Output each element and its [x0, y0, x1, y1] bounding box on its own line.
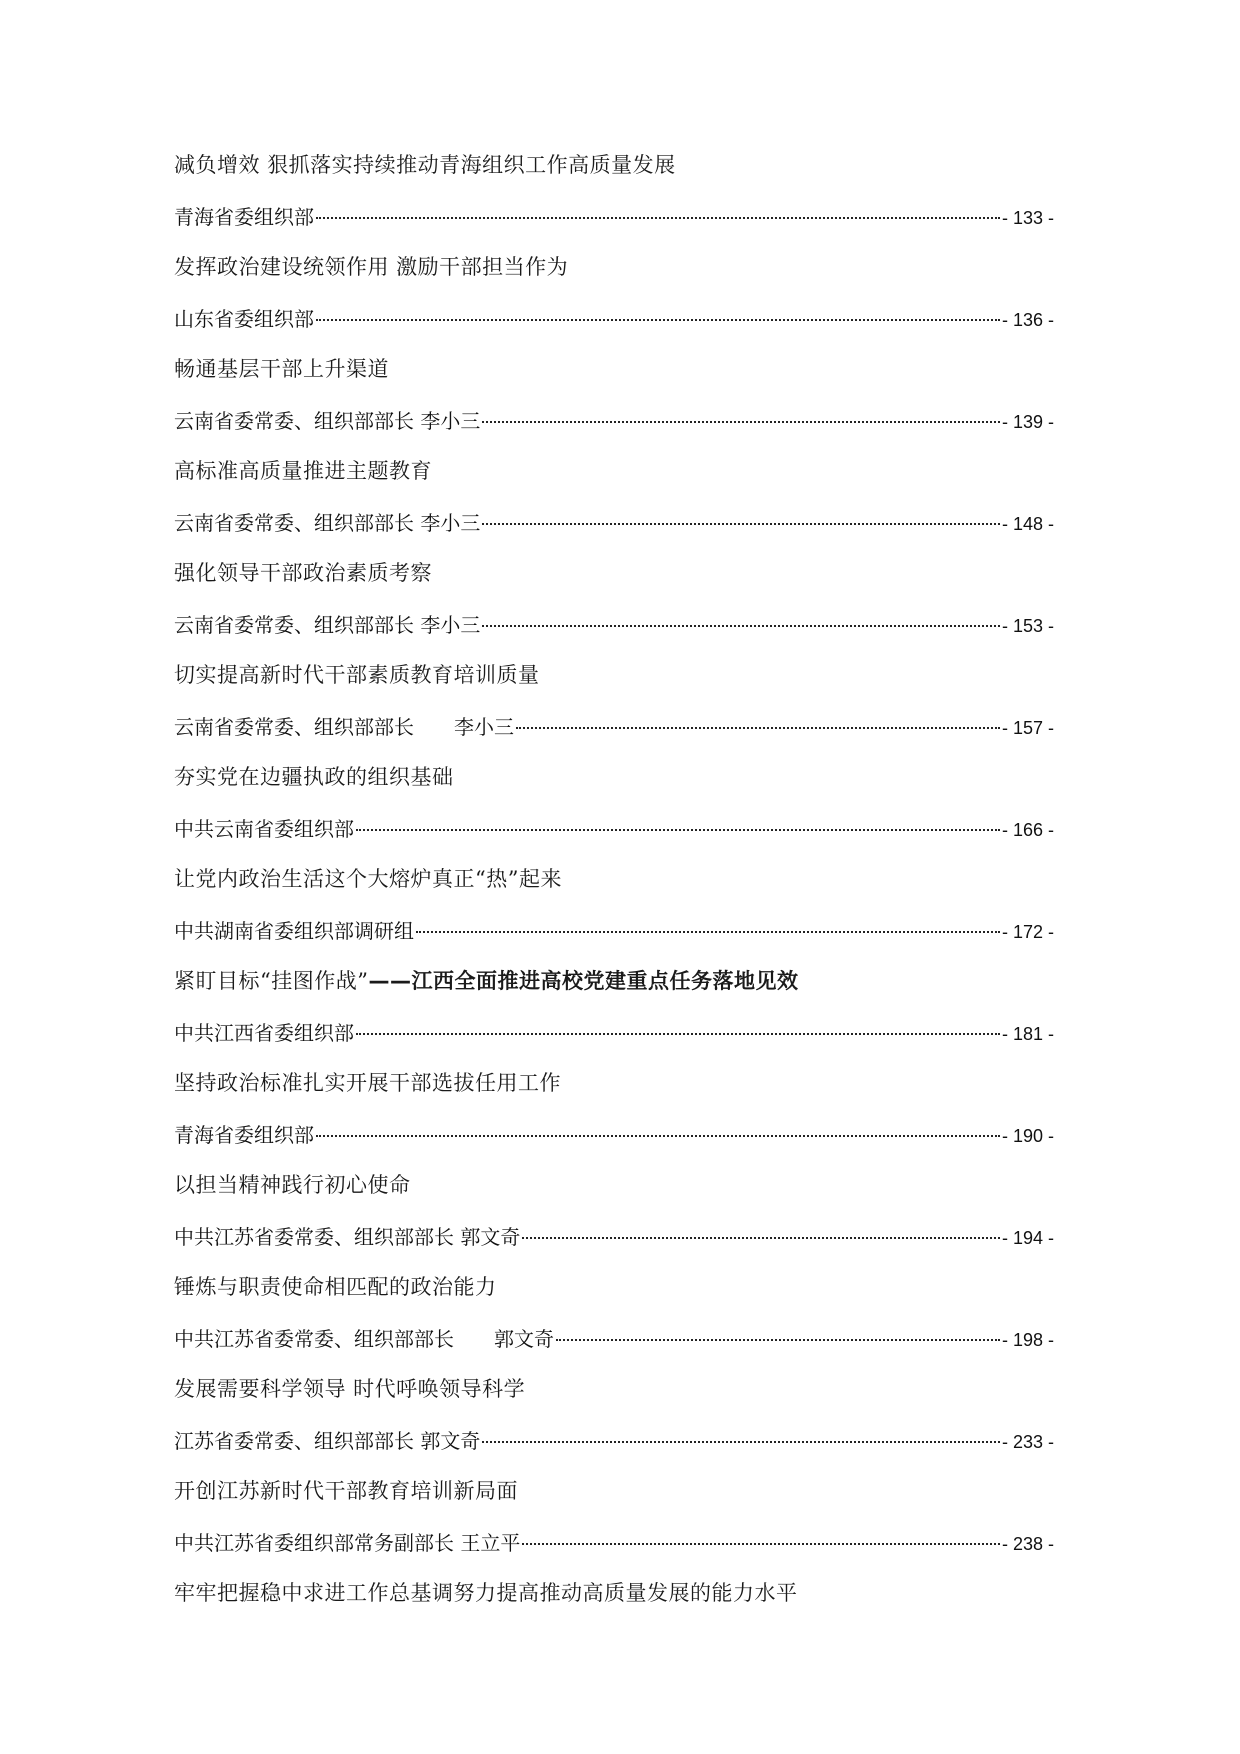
- toc-entry-author: 云南省委常委、组织部部长 李小三: [174, 511, 481, 535]
- toc-entry-title-row: [174, 964, 1054, 1016]
- toc-entry-title: 牢牢把握稳中求进工作总基调努力提高推动高质量发展的能力水平: [174, 1581, 798, 1605]
- dot-leader: [522, 1543, 1000, 1545]
- toc-entry: [174, 658, 1054, 760]
- dot-leader: [356, 829, 1000, 831]
- toc-entry-title: 切实提高新时代干部素质教育培训质量: [174, 663, 540, 687]
- toc-entry-title: 锤炼与职责使命相匹配的政治能力: [174, 1275, 497, 1299]
- toc-entry-author: 云南省委常委、组织部部长 李小三: [174, 715, 514, 739]
- toc-entry-title: 减负增效 狠抓落实持续推动青海组织工作高质量发展: [174, 153, 676, 177]
- dot-leader: [356, 1033, 1000, 1035]
- toc-entry-author: 江苏省委常委、组织部部长 郭文奇: [174, 1429, 481, 1453]
- toc-entry-line: [174, 1424, 1054, 1474]
- dot-leader: [482, 421, 1000, 423]
- toc-entry-title: 畅通基层干部上升渠道: [174, 357, 389, 381]
- toc-entry-author: 中共云南省委组织部: [174, 817, 354, 841]
- toc-entry: [174, 454, 1054, 556]
- toc-entry: [174, 862, 1054, 964]
- toc-entry-line: [174, 812, 1054, 862]
- toc-entry: [174, 1474, 1054, 1576]
- toc-entry: [174, 760, 1054, 862]
- toc-entry-page: - 190 -: [1001, 1126, 1054, 1146]
- toc-entry-title: 夯实党在边疆执政的组织基础: [174, 765, 454, 789]
- toc-entry-page: - 181 -: [1001, 1024, 1054, 1044]
- toc-entry-line: [174, 302, 1054, 352]
- dot-leader: [556, 1339, 1000, 1341]
- toc-entry-title: 发展需要科学领导 时代呼唤领导科学: [174, 1377, 526, 1401]
- toc-entry-line: [174, 506, 1054, 556]
- toc-entry: [174, 352, 1054, 454]
- toc-entry: [174, 1372, 1054, 1474]
- toc-entry-author: 青海省委组织部: [174, 1123, 314, 1147]
- toc-entry: [174, 250, 1054, 352]
- toc-entry-line: [174, 710, 1054, 760]
- toc-entry-page: - 153 -: [1001, 616, 1054, 636]
- toc-entry-author: 中共江西省委组织部: [174, 1021, 354, 1045]
- toc-entry-page: - 136 -: [1001, 310, 1054, 330]
- dot-leader: [316, 319, 1000, 321]
- toc-entry-line: [174, 1322, 1054, 1372]
- toc-entry-line: [174, 914, 1054, 964]
- toc-entry-author: 中共江苏省委常委、组织部部长 郭文奇: [174, 1225, 521, 1249]
- toc-entry-author: 中共江苏省委组织部常务副部长 王立平: [174, 1531, 521, 1555]
- dot-leader: [316, 217, 1000, 219]
- toc-entry: [174, 964, 1054, 1066]
- toc-entry-author: 云南省委常委、组织部部长 李小三: [174, 613, 481, 637]
- dot-leader: [482, 523, 1000, 525]
- toc-entry-page: - 148 -: [1001, 514, 1054, 534]
- toc-entry-author: 青海省委组织部: [174, 205, 314, 229]
- toc-entry-title: 强化领导干部政治素质考察: [174, 561, 432, 585]
- table-of-contents: [174, 148, 1054, 1616]
- toc-entry-title: 以担当精神践行初心使命: [174, 1173, 411, 1197]
- toc-entry-title: 让党内政治生活这个大熔炉真正“热”起来: [174, 867, 562, 891]
- toc-entry-title: 高标准高质量推进主题教育: [174, 459, 432, 483]
- toc-entry-page: - 198 -: [1001, 1330, 1054, 1350]
- toc-entry-page: - 133 -: [1001, 208, 1054, 228]
- dot-leader: [522, 1237, 1000, 1239]
- toc-entry-page: - 139 -: [1001, 412, 1054, 432]
- dot-leader: [482, 625, 1000, 627]
- toc-entry: [174, 556, 1054, 658]
- toc-entry-page: - 166 -: [1001, 820, 1054, 840]
- toc-entry-page: - 233 -: [1001, 1432, 1054, 1452]
- dot-leader: [416, 931, 1000, 933]
- toc-entry-author: 山东省委组织部: [174, 307, 314, 331]
- toc-entry: [174, 1270, 1054, 1372]
- toc-entry: [174, 1576, 1054, 1616]
- toc-entry-author: 中共江苏省委常委、组织部部长 郭文奇: [174, 1327, 554, 1351]
- dot-leader: [316, 1135, 1000, 1137]
- toc-entry-author: 云南省委常委、组织部部长 李小三: [174, 409, 481, 433]
- toc-entry-title: 坚持政治标准扎实开展干部选拔任用工作: [174, 1071, 561, 1095]
- toc-entry-line: [174, 404, 1054, 454]
- toc-entry-page: - 157 -: [1001, 718, 1054, 738]
- toc-entry-author: 中共湖南省委组织部调研组: [174, 919, 414, 943]
- toc-entry-page: - 194 -: [1001, 1228, 1054, 1248]
- toc-entry-title-tail: ——江西全面推进高校党建重点任务落地见效: [368, 969, 799, 993]
- toc-entry-line: [174, 608, 1054, 658]
- toc-entry: [174, 1066, 1054, 1168]
- toc-entry-line: [174, 1220, 1054, 1270]
- toc-entry-line: [174, 1526, 1054, 1576]
- toc-entry-page: - 172 -: [1001, 922, 1054, 942]
- toc-entry-title: 开创江苏新时代干部教育培训新局面: [174, 1479, 518, 1503]
- toc-entry-line: [174, 200, 1054, 250]
- toc-entry: [174, 1168, 1054, 1270]
- toc-entry-line: [174, 1118, 1054, 1168]
- toc-entry: [174, 148, 1054, 250]
- toc-entry-page: - 238 -: [1001, 1534, 1054, 1554]
- toc-entry-title: 发挥政治建设统领作用 激励干部担当作为: [174, 255, 569, 279]
- dot-leader: [516, 727, 1000, 729]
- dot-leader: [482, 1441, 1000, 1443]
- toc-entry-title: 紧盯目标“挂图作战”: [174, 969, 369, 993]
- toc-entry-line: [174, 1016, 1054, 1066]
